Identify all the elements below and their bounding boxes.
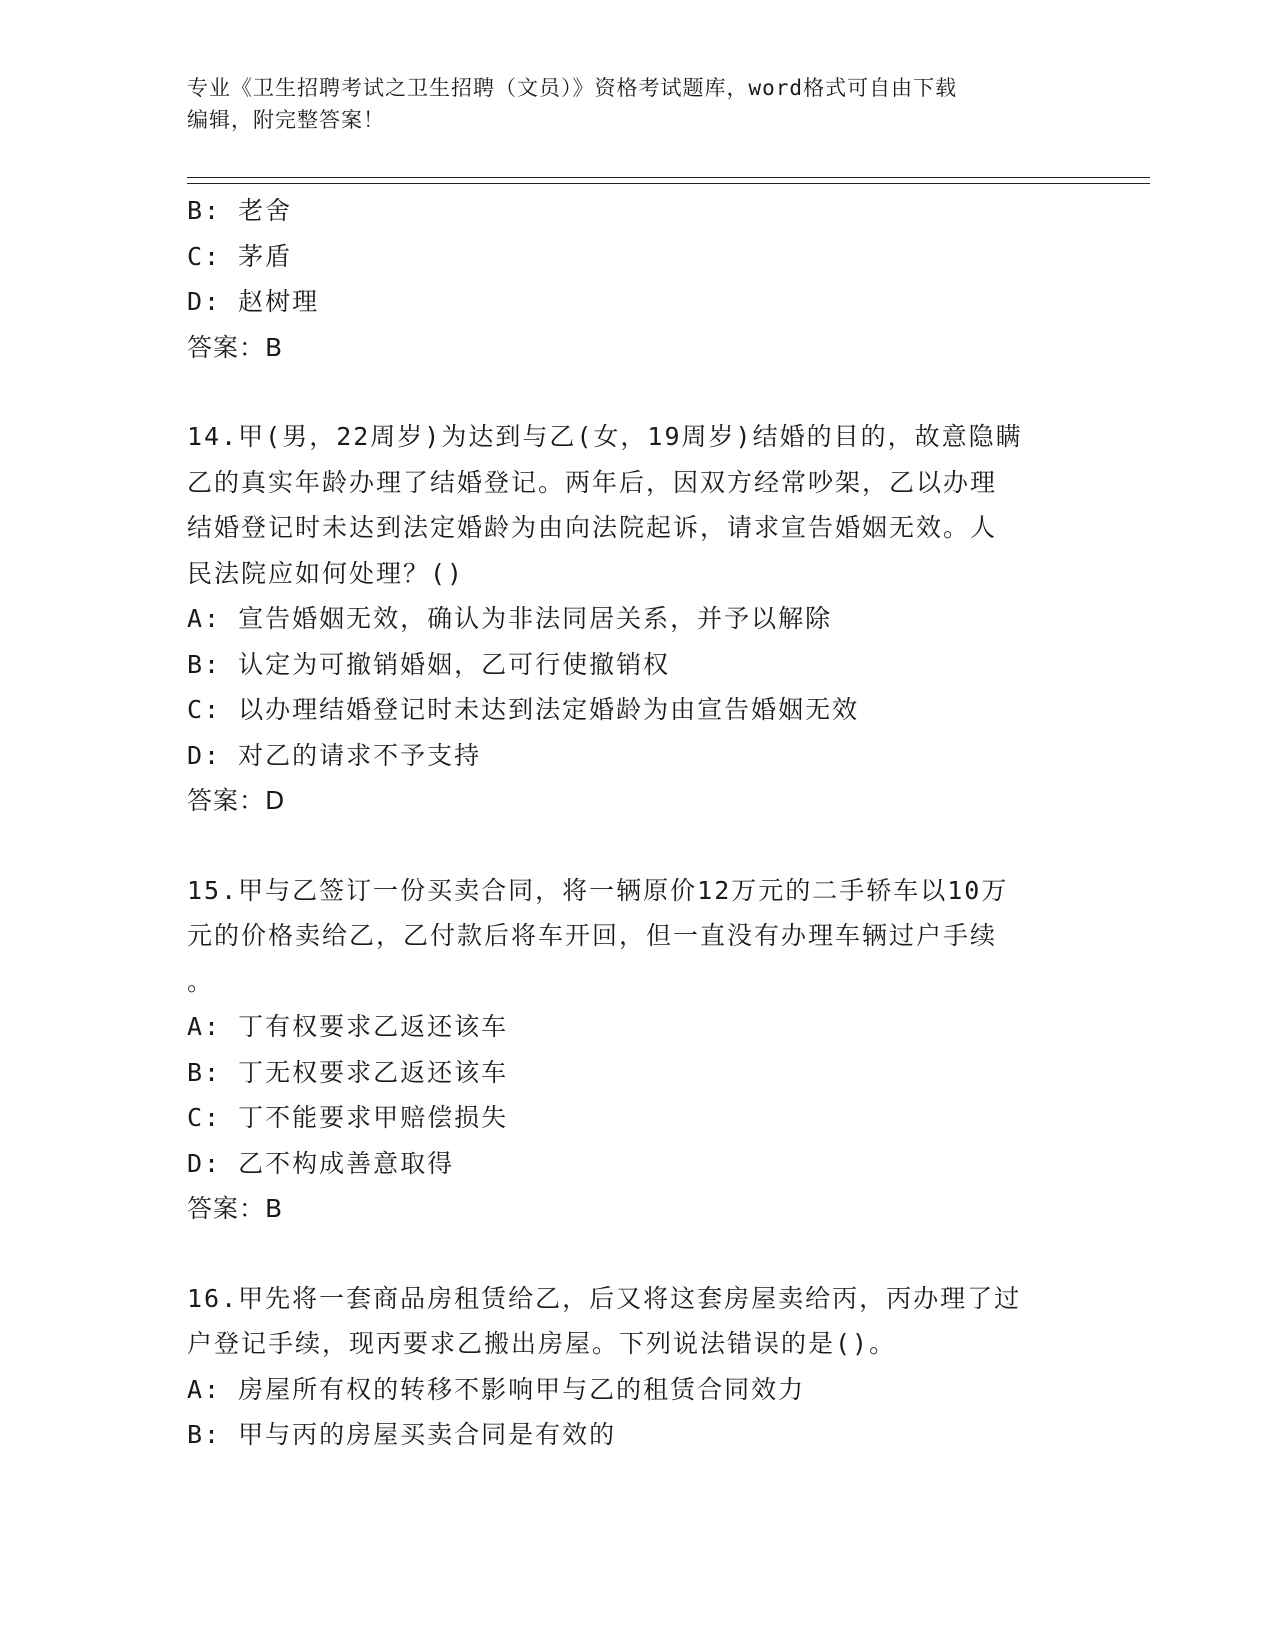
option-c: C: 以办理结婚登记时未达到法定婚龄为由宣告婚姻无效 — [187, 695, 860, 724]
question-stem-line: 结婚登记时未达到法定婚龄为由向法院起诉，请求宣告婚姻无效。人 — [187, 513, 998, 542]
question-stem-line: 14.甲(男，22周岁)为达到与乙(女，19周岁)结婚的目的，故意隐瞒 — [187, 422, 1023, 451]
question-stem-line: 乙的真实年龄办理了结婚登记。两年后，因双方经常吵架，乙以办理 — [187, 467, 998, 497]
answer: 答案：D — [187, 786, 286, 815]
option-b: B: 认定为可撤销婚姻，乙可行使撤销权 — [187, 649, 671, 679]
option-c: C: 丁不能要求甲赔偿损失 — [187, 1103, 509, 1132]
question-stem-line: 15.甲与乙签订一份买卖合同，将一辆原价12万元的二手轿车以10万 — [187, 875, 1009, 905]
question-stem-line: 16.甲先将一套商品房租赁给乙，后又将这套房屋卖给丙，丙办理了过 — [187, 1283, 1022, 1313]
header-line-1: 专业《卫生招聘考试之卫生招聘（文员）》资格考试题库，word格式可自由下载 — [187, 76, 958, 100]
question-15 — [187, 868, 1087, 1232]
header-line-2: 编辑，附完整答案！ — [187, 108, 385, 132]
option-d: D: 赵树理 — [187, 287, 320, 316]
question-stem-line: 。 — [187, 966, 215, 996]
option-c: C: 茅盾 — [187, 241, 293, 271]
option-b: B: 甲与丙的房屋买卖合同是有效的 — [187, 1420, 617, 1449]
option-b: B: 丁无权要求乙返还该车 — [187, 1057, 509, 1087]
document-header — [187, 72, 1087, 136]
option-a: A: 房屋所有权的转移不影响甲与乙的租赁合同效力 — [187, 1374, 806, 1404]
answer: 答案：B — [187, 1194, 284, 1223]
spacer — [187, 824, 1087, 868]
spacer — [187, 370, 1087, 414]
question-stem-line: 元的价格卖给乙，乙付款后将车开回，但一直没有办理车辆过户手续 — [187, 921, 998, 950]
question-14 — [187, 414, 1087, 824]
spacer — [187, 1232, 1087, 1276]
question-stem-line: 民法院应如何处理？() — [187, 558, 465, 588]
option-a: A: 宣告婚姻无效，确认为非法同居关系，并予以解除 — [187, 604, 833, 633]
question-stem-line: 户登记手续，现丙要求乙搬出房屋。下列说法错误的是()。 — [187, 1329, 897, 1358]
question-list — [187, 188, 1087, 1458]
option-d: D: 对乙的请求不予支持 — [187, 740, 482, 770]
header-divider — [187, 177, 1150, 184]
option-b: B: 老舍 — [187, 196, 293, 225]
option-a: A: 丁有权要求乙返还该车 — [187, 1012, 509, 1041]
answer: 答案：B — [187, 332, 284, 362]
option-d: D: 乙不构成善意取得 — [187, 1148, 455, 1178]
question-13-tail — [187, 188, 1087, 370]
question-16 — [187, 1276, 1087, 1458]
